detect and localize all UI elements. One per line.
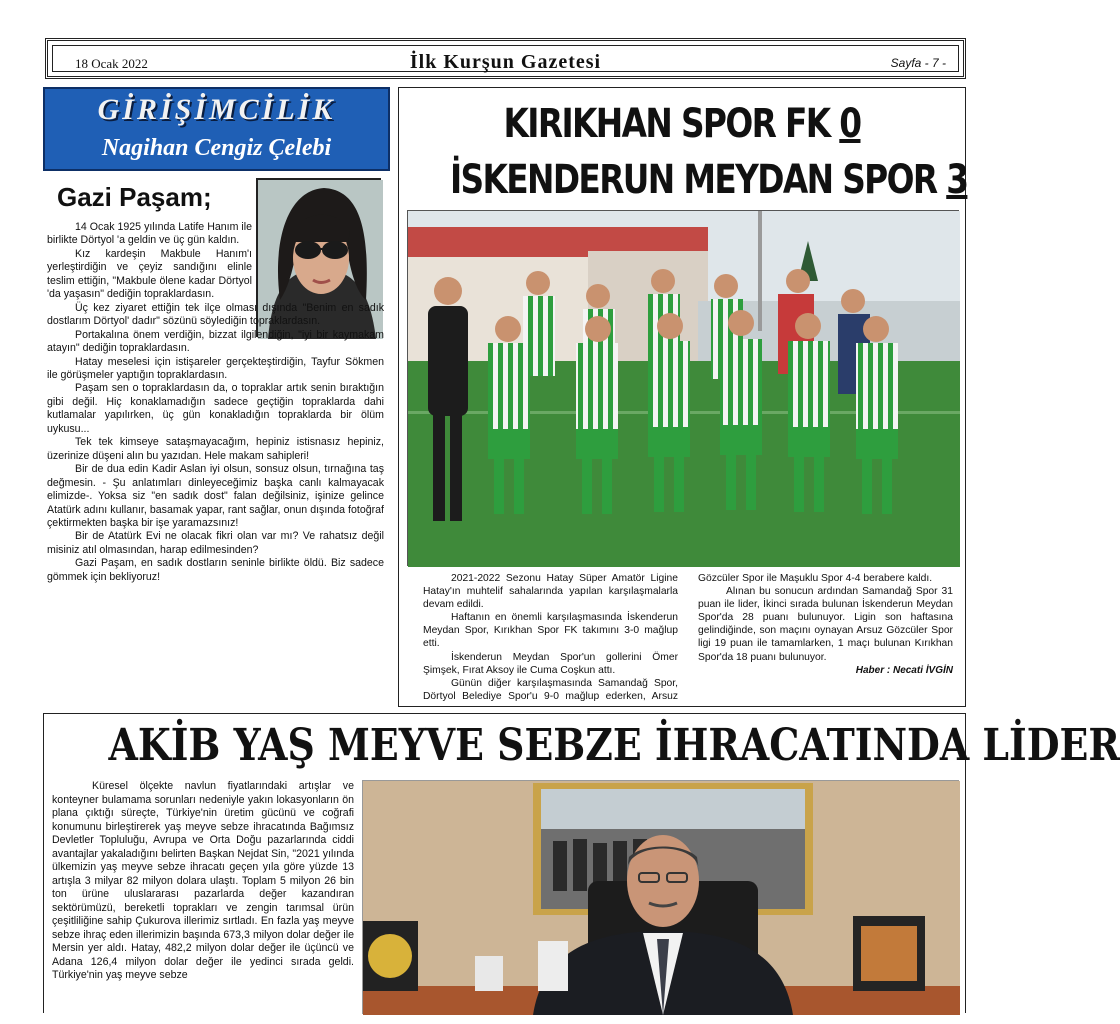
paragraph: 14 Ocak 1925 yılında Latife Hanım ile birlikte Dörtyol 'a geldin ve üç gün kaldın.	[47, 221, 252, 247]
column-section-title: GİRİŞİMCİLİK	[97, 93, 336, 126]
newspaper-header	[45, 38, 966, 79]
away-score: 3	[946, 157, 968, 203]
paragraph: Bir de dua edin Kadir Aslan iyi olsun, sonsuz olsun, tırnağına taş değmesin. - Şu anlatımları dinleyeceğimiz başka canlı kalmayacak elimizde-. Yoksa siz "en sadık dost" falan değilsiniz, işinize gelince Atatürk adını kullanır, basamak yapar, rant sağlar, onun dışında fotoğraf çektirmekten başka bir işe yaramazsınız!	[47, 463, 384, 529]
paragraph: Paşam sen o topraklardasın da, o topraklar artık senin bıraktığın gibi değil. Hiç konaklamadığın sadece geçtiğin topraklarda dahi kutlamalar yapılırken, üç gün konakladığın topraklarda bir ölüm uykusu...	[47, 382, 384, 435]
paragraph: Günün diğer karşılaşmasında Samandağ Spor, Dörtyol Belediye Spor'u 9-0 mağlup ederken, Arsuz Gözcüler Spor ile Maşuklu Spor 4-4 berabere kaldı.	[423, 573, 933, 702]
business-body	[52, 780, 354, 983]
paragraph: Gazi Paşam, en sadık dostların seninle birlikte öldü. Biz sadece gömmek için bekliyoruz!	[47, 557, 384, 583]
business-article	[43, 713, 1120, 1013]
away-team: İSKENDERUN MEYDAN SPOR	[449, 157, 937, 203]
home-score: 0	[839, 101, 861, 147]
sport-headline	[449, 96, 968, 208]
sport-headline-line2	[449, 152, 968, 208]
paragraph: Kız kardeşin Makbule Hanım'ı yerleştirdiğin ve çeyiz sandığını elinle teslim ettiğin, "Makbule ölene kadar Dörtyol 'da yaşasın" dediğin topraklardasın.	[47, 247, 252, 301]
column-body	[47, 221, 384, 584]
byline: Haber : Necati İVGİN	[855, 664, 953, 676]
paragraph: Üç kez ziyaret ettiğin tek ilçe olması dışında "Benim en sadık dostlarım Dörtyol' dadır" sözünü söylediğin topraklardasın.	[47, 301, 384, 328]
paragraph: Hatay meselesi için istişareler gerçekteştirdiğin, Tayfur Sökmen ile görüşmeler yaptığın topraklardasın.	[47, 355, 384, 381]
paragraph: Alınan bu sonucun ardından Samandağ Spor 31 puan ile lider, İkinci sırada bulunan İskenderun Meydan Spor'da 28 puanı bulunuyor. Ligin son haftasına gelindiğinde, son maçını oynayan Arsuz Gözcüler Spor ligi 19 puan ile tamamlarken, 1 maçı bulunan Kırıkhan Spor'da 18 puanı bulunuyor.	[698, 586, 953, 663]
sport-article	[398, 87, 966, 707]
page-number: Sayfa - 7 -	[890, 56, 946, 70]
business-headline: AKİB YAŞ MEYVE SEBZE İHRACATINDA LİDER	[108, 720, 1120, 771]
sport-body	[423, 572, 953, 703]
paragraph: İskenderun Meydan Spor'un gollerini Ömer Şimşek, Fırat Aksoy ile Cuma Coşkun attı.	[423, 651, 678, 676]
paragraph: Haftanın en önemli karşılaşmasında İskenderun Meydan Spor, Kırıkhan Spor FK takımını 3-0 mağlup etti.	[423, 612, 678, 650]
paragraph: Tek tek kimseye sataşmayacağım, hepiniz istisnasız hepiniz, üzerinize düşeni alın bu yazıdan. Hele makam sahipleri!	[47, 436, 384, 462]
column-author-name: Nagihan Cengiz Çelebi	[101, 135, 332, 161]
paragraph: Bir de Atatürk Evi ne olacak fikri olan var mı? Ve rahatsız değil misiniz atıl olmasından, harap edilmesinden?	[47, 530, 384, 556]
sport-headline-line1	[450, 96, 914, 152]
column-body-narrow	[47, 221, 252, 302]
newspaper-title: İlk Kurşun Gazetesi	[409, 51, 602, 73]
paragraph: 2021-2022 Sezonu Hatay Süper Amatör Ligine Hatay'ın muhtelif sahalarında yapılan karşılaşmalarla devam edildi.	[423, 573, 678, 611]
paragraph: Portakalına önem verdiğin, bizzat ilgilendiğin, "iyi bir kaymakam atayın" dediğin topraklardasın.	[47, 328, 384, 355]
column-banner	[43, 87, 390, 171]
header-inner-border	[52, 45, 959, 72]
paragraph: Küresel ölçekte navlun fiyatlarındaki artışlar ve konteyner bulamama sorunları nedeniyle yakın lokasyonların ön plana çıktığı süreçte, Türkiye'nin üretim gücünü ve coğrafi konumunu birleştirerek yaş meyve sebze ihracatında Bağımsız Devletler Topluluğu, Avrupa ve Orta Doğu pazarlarında ciddi avantajlar yakaladığını belirten Başkan Nejdat Sin, "2021 yılında ülkemizin yaş meyve sebze ihracatı geçen yıla göre yüzde 13 artışla 3 milyar 82 milyon dolara ulaştı. Toplam 5 milyon 26 bin ton ürüne uluslararası pazarlarda değer kazandıran sektörümüzü, bereketli toprakları ve zengin tarımsal ürün çeşitliliğine sahip Çukurova illerimiz sırtladı. En fazla yaş meyve sebze ihraç eden illerimizin başında 673,3 milyon dolar değer ile Mersin yer aldı. Hatay, 482,2 milyon dolar değer ile üçüncü ve Adana 126,4 milyon dolar değer ile yedinci sırada geldi. Türkiye'nin yaş meyve sebze	[52, 780, 354, 981]
home-team: KIRIKHAN SPOR FK	[503, 101, 830, 147]
column-heading: Gazi Paşam;	[57, 182, 212, 212]
opinion-column	[43, 87, 392, 707]
issue-date: 18 Ocak 2022	[75, 56, 148, 71]
executive-photo	[362, 780, 959, 1014]
team-photo	[407, 210, 959, 566]
